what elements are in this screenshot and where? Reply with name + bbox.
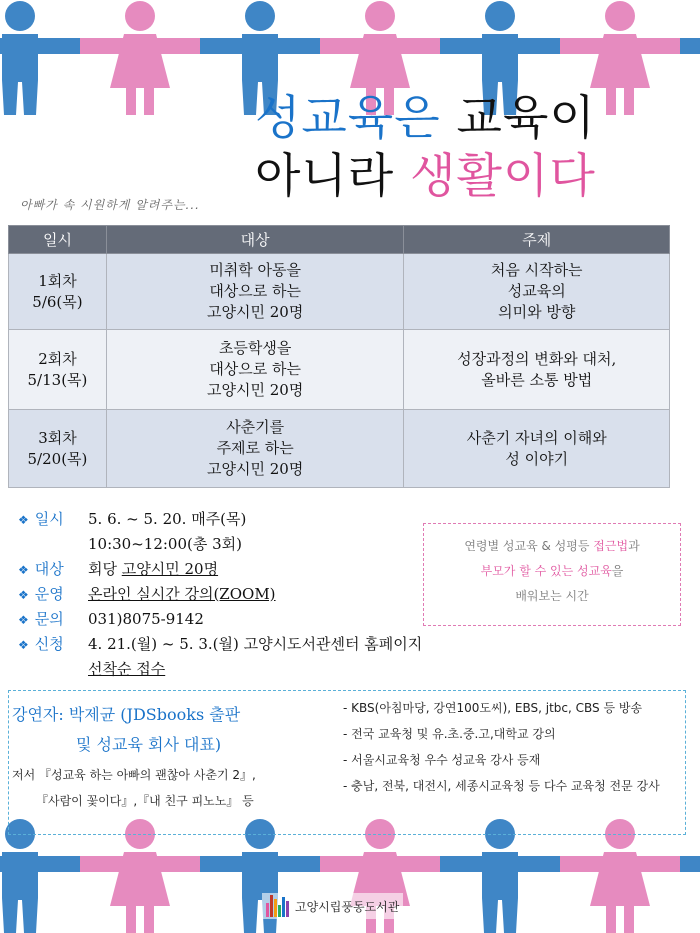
info-date-value: 5. 6. ~ 5. 20. 매주(목) <box>88 510 247 528</box>
info-target-prefix: 회당 <box>88 560 122 578</box>
info-date-row <box>18 506 422 531</box>
callout-highlight: 접근법 <box>593 539 629 553</box>
subtitle: 아빠가 속 시원하게 알려주는... <box>20 198 200 212</box>
diamond-bullet-icon: ❖ <box>18 613 29 627</box>
diamond-bullet-icon: ❖ <box>18 638 29 652</box>
callout-text: 배워보는 시간 <box>515 589 589 603</box>
info-label: 일시 <box>34 510 64 528</box>
schedule-table <box>8 225 670 488</box>
list-item: - 서울시교육청 우수 성교육 강사 등재 <box>343 753 541 767</box>
info-apply-row <box>18 631 422 656</box>
title-part-3: 아니라 <box>255 149 411 204</box>
list-item: - KBS(아침마당, 강연100도씨), EBS, jtbc, CBS 등 방송 <box>343 701 643 715</box>
title-part-2: 교육이 <box>440 91 596 146</box>
diamond-bullet-icon: ❖ <box>18 513 29 527</box>
header-target: 대상 <box>106 226 404 254</box>
books-line: 『사람이 꽃이다』,『내 친구 피노노』 등 <box>36 794 254 808</box>
header-topic: 주제 <box>404 226 670 254</box>
info-contact-row <box>18 606 422 631</box>
table-row <box>9 410 670 488</box>
diamond-bullet-icon: ❖ <box>18 563 29 577</box>
info-apply-value: 4. 21.(월) ~ 5. 3.(월) 고양시도서관센터 홈페이지 <box>88 635 423 653</box>
lecturer-intro <box>12 700 332 814</box>
info-label: 대상 <box>34 560 64 578</box>
session-date-cell: 3회차 5/20(목) <box>9 410 107 488</box>
callout-box <box>423 523 681 626</box>
lecturer-books <box>12 762 332 814</box>
session-target-cell: 초등학생을 대상으로 하는 고양시민 20명 <box>106 330 404 410</box>
table-row <box>9 254 670 330</box>
lecturer-career-list <box>343 700 673 804</box>
info-apply-value-2: 선착순 접수 <box>88 660 166 678</box>
info-contact-value: 031)8075-9142 <box>88 609 204 628</box>
info-target-value: 고양시민 20명 <box>121 560 219 578</box>
session-date-cell: 1회차 5/6(목) <box>9 254 107 330</box>
callout-text: 연령별 성교육 & 성평등 <box>464 539 594 553</box>
diamond-bullet-icon: ❖ <box>18 588 29 602</box>
lecturer-name: 강연자: 박제균 (JDSbooks 출판 <box>12 705 241 724</box>
session-target-cell: 사춘기를 주제로 하는 고양시민 20명 <box>106 410 404 488</box>
callout-text: 과 <box>628 539 640 553</box>
table-row <box>9 330 670 410</box>
title-part-4: 생활이다 <box>410 149 596 204</box>
info-mode-value: 온라인 실시간 강의(ZOOM) <box>88 585 276 603</box>
callout-highlight: 부모가 할 수 있는 성교육 <box>480 564 612 578</box>
info-label: 신청 <box>34 635 64 653</box>
session-target-cell: 미취학 아동을 대상으로 하는 고양시민 20명 <box>106 254 404 330</box>
library-name: 고양시립풍동도서관 <box>295 899 400 914</box>
info-time-value: 10:30~12:00(총 3회) <box>88 535 243 553</box>
info-label: 운영 <box>34 585 64 603</box>
books-line: 저서 『성교육 하는 아빠의 괜찮아 사춘기 2』, <box>12 768 256 782</box>
session-topic-cell: 처음 시작하는 성교육의 의미와 방향 <box>404 254 670 330</box>
library-logo <box>262 893 403 919</box>
program-info <box>18 506 422 681</box>
library-logo-icon <box>266 895 290 917</box>
list-item: - 충남, 전북, 대전시, 세종시교육청 등 다수 교육청 전문 강사 <box>343 779 660 793</box>
callout-text: 을 <box>611 564 624 578</box>
info-label: 문의 <box>34 610 64 628</box>
poster-title <box>255 90 695 206</box>
info-target-row <box>18 556 422 581</box>
session-date-cell: 2회차 5/13(목) <box>9 330 107 410</box>
info-mode-row <box>18 581 422 606</box>
list-item: - 전국 교육청 및 유.초.중.고,대학교 강의 <box>343 727 556 741</box>
session-topic-cell: 성장과정의 변화와 대처, 올바른 소통 방법 <box>404 330 670 410</box>
title-part-1: 성교육은 <box>255 91 441 146</box>
lecturer-affiliation: 및 성교육 회사 대표) <box>76 735 222 754</box>
session-topic-cell: 사춘기 자녀의 이해와 성 이야기 <box>404 410 670 488</box>
header-date: 일시 <box>9 226 107 254</box>
